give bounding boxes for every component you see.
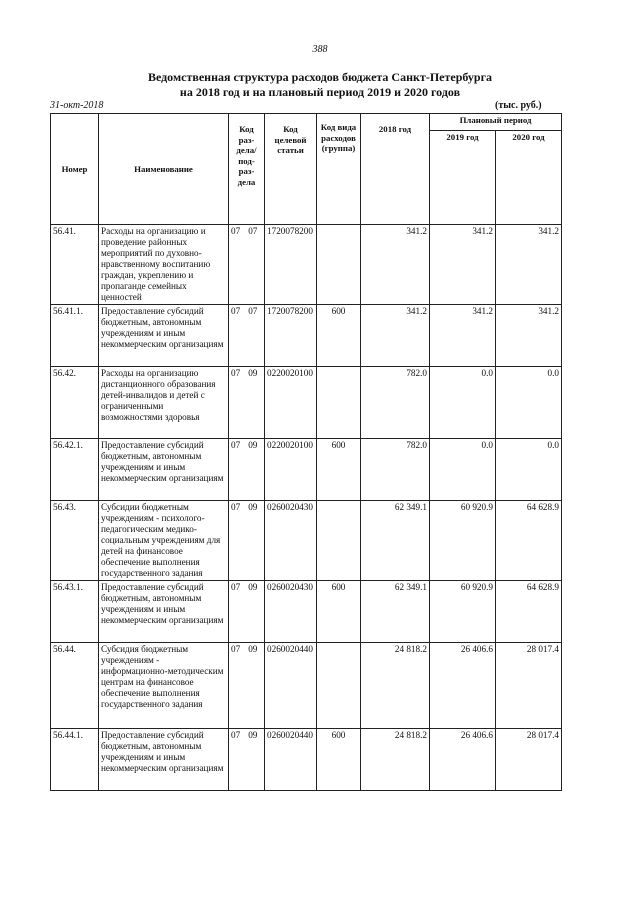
table-row (51, 643, 562, 729)
header-expense-type: Код вида расходов (группа) (317, 114, 361, 225)
row-2020: 341.2 (496, 305, 562, 367)
header-2018: 2018 год (361, 114, 430, 225)
row-section-code (229, 305, 265, 367)
table-row (51, 501, 562, 581)
row-2020: 341.2 (496, 225, 562, 305)
row-target-code: 0260020440 (265, 643, 317, 729)
row-2018: 62 349.1 (361, 501, 430, 581)
row-section: 07 (231, 582, 241, 592)
row-number: 56.43. (51, 501, 99, 581)
row-section: 07 (231, 502, 241, 512)
row-2018: 62 349.1 (361, 581, 430, 643)
row-2019: 26 406.6 (430, 643, 496, 729)
row-number: 56.42. (51, 367, 99, 439)
row-2019: 341.2 (430, 225, 496, 305)
row-number: 56.41.1. (51, 305, 99, 367)
row-2018: 782.0 (361, 439, 430, 501)
header-section-code: Код раз-дела/ под-раз-дела (229, 114, 265, 225)
row-section: 07 (231, 730, 241, 740)
budget-table (50, 113, 562, 791)
row-subsection: 09 (248, 368, 258, 378)
row-2020: 64 628.9 (496, 501, 562, 581)
row-target-code: 1720078200 (265, 305, 317, 367)
table-row (51, 225, 562, 305)
row-section-code (229, 501, 265, 581)
row-target-code: 0260020430 (265, 501, 317, 581)
row-target-code: 0220020100 (265, 367, 317, 439)
row-number: 56.41. (51, 225, 99, 305)
row-name: Субсидия бюджетным учреждениям - информационно-методическим центрам на финансовое обеспечение выполнения государственного задания (99, 643, 229, 729)
row-name: Предоставление субсидий бюджетным, автономным учреждениям и иным некоммерческим организациям (99, 581, 229, 643)
row-section: 07 (231, 226, 241, 236)
row-2020: 28 017.4 (496, 729, 562, 791)
row-2019: 60 920.9 (430, 501, 496, 581)
row-section: 07 (231, 306, 241, 316)
page-number: 388 (312, 44, 328, 55)
header-2019: 2019 год (430, 131, 496, 225)
row-subsection: 09 (248, 730, 258, 740)
row-expense-type: 600 (317, 581, 361, 643)
row-section-code (229, 729, 265, 791)
row-target-code: 1720078200 (265, 225, 317, 305)
row-subsection: 09 (248, 502, 258, 512)
row-section-code (229, 643, 265, 729)
row-2019: 341.2 (430, 305, 496, 367)
row-expense-type (317, 501, 361, 581)
row-section: 07 (231, 644, 241, 654)
row-expense-type: 600 (317, 305, 361, 367)
row-2018: 782.0 (361, 367, 430, 439)
row-2018: 24 818.2 (361, 643, 430, 729)
row-2018: 341.2 (361, 225, 430, 305)
row-2020: 0.0 (496, 367, 562, 439)
row-expense-type: 600 (317, 439, 361, 501)
row-2019: 0.0 (430, 439, 496, 501)
row-target-code: 0260020440 (265, 729, 317, 791)
header-target-code: Код целевой статьи (265, 114, 317, 225)
table-row (51, 305, 562, 367)
units-label: (тыс. руб.) (495, 100, 542, 111)
table-row (51, 439, 562, 501)
row-subsection: 07 (248, 226, 258, 236)
header-name: Наименование (99, 114, 229, 225)
row-2019: 0.0 (430, 367, 496, 439)
header-number: Номер (51, 114, 99, 225)
header-planned-period: Плановый период (430, 114, 562, 131)
title-line-1: Ведомственная структура расходов бюджета Санкт-Петербурга (147, 70, 493, 84)
row-number: 56.42.1. (51, 439, 99, 501)
row-name: Расходы на организацию дистанционного образования детей-инвалидов и детей с ограниченными возможностями здоровья (99, 367, 229, 439)
title-line-2: на 2018 год и на плановый период 2019 и 2020 годов (179, 85, 461, 99)
row-target-code: 0260020430 (265, 581, 317, 643)
document-date: 31-окт-2018 (50, 100, 104, 111)
row-2018: 341.2 (361, 305, 430, 367)
row-2019: 60 920.9 (430, 581, 496, 643)
row-target-code: 0220020100 (265, 439, 317, 501)
row-expense-type: 600 (317, 729, 361, 791)
row-subsection: 07 (248, 306, 258, 316)
row-subsection: 09 (248, 440, 258, 450)
row-2020: 0.0 (496, 439, 562, 501)
row-2019: 26 406.6 (430, 729, 496, 791)
row-number: 56.43.1. (51, 581, 99, 643)
row-name: Предоставление субсидий бюджетным, автономным учреждениям и иным некоммерческим организациям (99, 729, 229, 791)
row-section: 07 (231, 368, 241, 378)
row-section-code (229, 581, 265, 643)
header-2020: 2020 год (496, 131, 562, 225)
table-row (51, 367, 562, 439)
table-body (51, 225, 562, 791)
row-section: 07 (231, 440, 241, 450)
row-2020: 28 017.4 (496, 643, 562, 729)
row-2018: 24 818.2 (361, 729, 430, 791)
row-number: 56.44.1. (51, 729, 99, 791)
row-name: Субсидии бюджетным учреждениям - психолого-педагогическим медико-социальным учреждениям для детей на финансовое обеспечение выполнения государственного задания (99, 501, 229, 581)
row-expense-type (317, 643, 361, 729)
table-row (51, 729, 562, 791)
row-name: Предоставление субсидий бюджетным, автономным учреждениям и иным некоммерческим организациям (99, 305, 229, 367)
row-name: Расходы на организацию и проведение районных мероприятий по духовно-нравственному воспитанию граждан, укреплению и пропаганде семейных ценностей (99, 225, 229, 305)
row-subsection: 09 (248, 644, 258, 654)
row-section-code (229, 367, 265, 439)
table-row (51, 581, 562, 643)
row-section-code (229, 439, 265, 501)
row-subsection: 09 (248, 582, 258, 592)
row-expense-type (317, 367, 361, 439)
document-title (0, 70, 640, 100)
row-name: Предоставление субсидий бюджетным, автономным учреждениям и иным некоммерческим организациям (99, 439, 229, 501)
row-number: 56.44. (51, 643, 99, 729)
row-2020: 64 628.9 (496, 581, 562, 643)
row-section-code (229, 225, 265, 305)
row-expense-type (317, 225, 361, 305)
